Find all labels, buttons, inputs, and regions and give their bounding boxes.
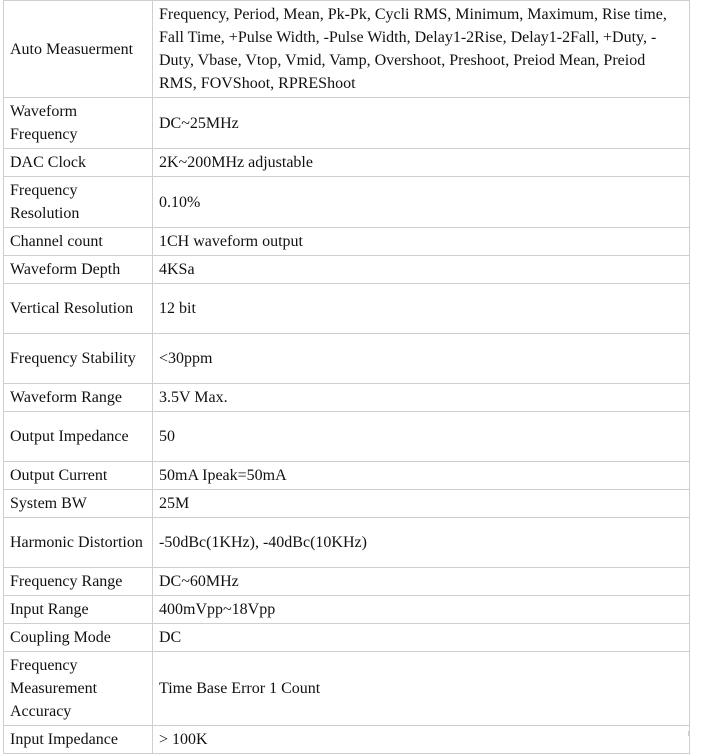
table-row: [4, 284, 690, 334]
table-row: [4, 177, 690, 228]
spec-value: Time Base Error 1 Count: [153, 652, 690, 726]
table-row: [4, 98, 690, 149]
table-row: [4, 490, 690, 518]
spec-label: Output Current: [4, 462, 153, 490]
table-row: [4, 384, 690, 412]
spec-label: Waveform Range: [4, 384, 153, 412]
spec-value: DC: [153, 624, 690, 652]
spec-label: Output Impedance: [4, 412, 153, 462]
spec-label: Frequency Measurement Accuracy: [4, 652, 153, 726]
spec-table: [3, 0, 690, 754]
spec-value: <30ppm: [153, 334, 690, 384]
spec-value: 4KSa: [153, 256, 690, 284]
table-row: [4, 256, 690, 284]
spec-value: DC~25MHz: [153, 98, 690, 149]
spec-label: Coupling Mode: [4, 624, 153, 652]
spec-value: 2K~200MHz adjustable: [153, 149, 690, 177]
table-row: [4, 726, 690, 754]
spec-label: Frequency Resolution: [4, 177, 153, 228]
spec-value: 400mVpp~18Vpp: [153, 596, 690, 624]
spec-label: Vertical Resolution: [4, 284, 153, 334]
spec-label: Waveform Depth: [4, 256, 153, 284]
spec-label: Frequency Range: [4, 568, 153, 596]
column-divider: [152, 731, 153, 736]
table-row: [4, 1, 690, 98]
spec-label: Frequency Stability: [4, 334, 153, 384]
spec-value: 0.10%: [153, 177, 690, 228]
spec-value: 50: [153, 412, 690, 462]
spec-value: 3.5V Max.: [153, 384, 690, 412]
spec-label: DAC Clock: [4, 149, 153, 177]
spec-label: Input Range: [4, 596, 153, 624]
table-continuation: [3, 731, 689, 736]
spec-label: Waveform Frequency: [4, 98, 153, 149]
table-row: [4, 568, 690, 596]
spec-label: Input Impedance: [4, 726, 153, 754]
table-row: [4, 596, 690, 624]
spec-value: > 100K: [153, 726, 690, 754]
spec-value: 1CH waveform output: [153, 228, 690, 256]
table-row: [4, 334, 690, 384]
spec-value: DC~60MHz: [153, 568, 690, 596]
spec-label: System BW: [4, 490, 153, 518]
spec-label: Channel count: [4, 228, 153, 256]
table-row: [4, 652, 690, 726]
table-row: [4, 624, 690, 652]
spec-value: 25M: [153, 490, 690, 518]
table-row: [4, 462, 690, 490]
spec-label: Auto Measuerment: [4, 1, 153, 98]
table-row: [4, 228, 690, 256]
table-row: [4, 412, 690, 462]
table-row: [4, 518, 690, 568]
spec-value: Frequency, Period, Mean, Pk-Pk, Cycli RMS, Minimum, Maximum, Rise time, Fall Time, +Pulse Width, -Pulse Width, Delay1-2Rise, Delay1-2Fall, +Duty, -Duty, Vbase, Vtop, Vmid, Vamp, Overshoot, Preshoot, Preiod Mean, Preiod RMS, FOVShoot, RPREShoot: [153, 1, 690, 98]
spec-label: Harmonic Distortion: [4, 518, 153, 568]
spec-value: -50dBc(1KHz), -40dBc(10KHz): [153, 518, 690, 568]
spec-value: 12 bit: [153, 284, 690, 334]
spec-value: 50mA Ipeak=50mA: [153, 462, 690, 490]
table-row: [4, 149, 690, 177]
